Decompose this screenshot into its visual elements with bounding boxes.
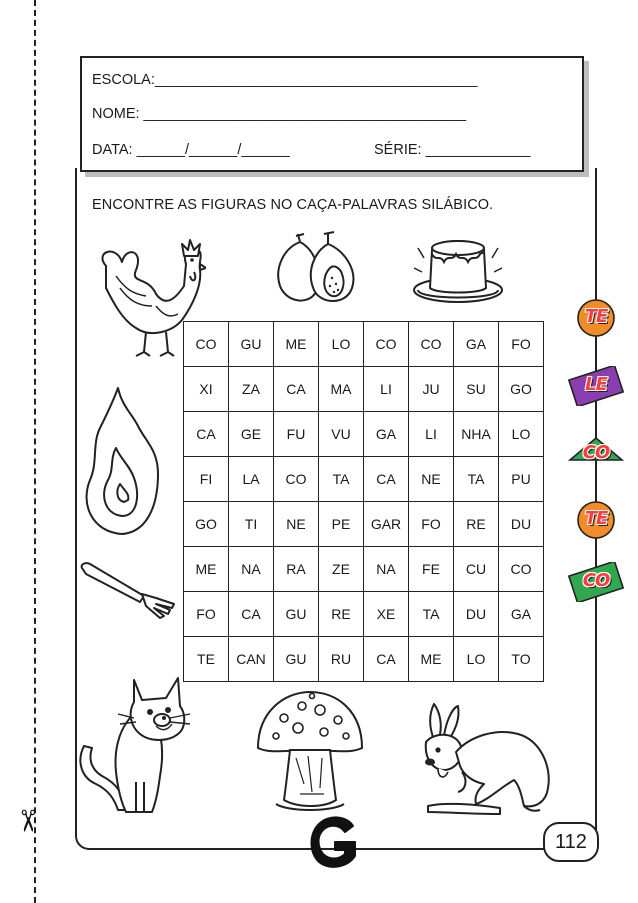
grid-cell[interactable]: GA — [454, 322, 499, 367]
grid-cell[interactable]: GO — [499, 367, 544, 412]
pudding-icon — [410, 228, 506, 308]
table-row — [184, 367, 544, 412]
grid-cell[interactable]: RU — [319, 637, 364, 682]
grid-cell[interactable]: MA — [319, 367, 364, 412]
grid-cell[interactable]: TI — [229, 502, 274, 547]
grid-cell[interactable]: ME — [274, 322, 319, 367]
grid-cell[interactable]: GA — [364, 412, 409, 457]
cut-line — [34, 0, 36, 903]
grid-cell[interactable]: PU — [499, 457, 544, 502]
grid-cell[interactable]: JU — [409, 367, 454, 412]
table-row — [184, 637, 544, 682]
grid-cell[interactable]: RE — [319, 592, 364, 637]
kangaroo-icon — [404, 700, 556, 818]
grid-cell[interactable]: ZA — [229, 367, 274, 412]
grid-cell[interactable]: FE — [409, 547, 454, 592]
grid-cell[interactable]: FI — [184, 457, 229, 502]
grid-cell[interactable]: FU — [274, 412, 319, 457]
grid-cell[interactable]: LI — [409, 412, 454, 457]
grid-cell[interactable]: XE — [364, 592, 409, 637]
table-row — [184, 412, 544, 457]
grid-cell[interactable]: GU — [274, 637, 319, 682]
name-field[interactable]: NOME: ________________________________________ — [92, 106, 467, 122]
grid-cell[interactable]: CO — [409, 322, 454, 367]
table-row — [184, 592, 544, 637]
grid-cell[interactable]: GO — [184, 502, 229, 547]
scissors-icon: ✂ — [10, 808, 44, 834]
grid-cell[interactable]: FO — [499, 322, 544, 367]
grid-cell[interactable]: CO — [274, 457, 319, 502]
grid-cell[interactable]: VU — [319, 412, 364, 457]
grid-cell[interactable]: CU — [454, 547, 499, 592]
grid-cell[interactable]: NHA — [454, 412, 499, 457]
grid-cell[interactable]: GU — [229, 322, 274, 367]
grid-cell[interactable]: TA — [409, 592, 454, 637]
table-row — [184, 502, 544, 547]
grid-cell[interactable]: TO — [499, 637, 544, 682]
grid-cell[interactable]: CA — [274, 367, 319, 412]
grid-cell[interactable]: ME — [184, 547, 229, 592]
syllable-tag: CO — [566, 434, 626, 474]
syllable-grid — [183, 321, 544, 682]
grid-cell[interactable]: GU — [274, 592, 319, 637]
grid-cell[interactable]: NA — [364, 547, 409, 592]
grid-cell[interactable]: TE — [184, 637, 229, 682]
page-number: 112 — [543, 822, 599, 862]
table-row — [184, 322, 544, 367]
fire-icon — [82, 384, 164, 540]
grade-field[interactable]: SÉRIE: _____________ — [374, 142, 531, 158]
grid-cell[interactable]: ZE — [319, 547, 364, 592]
grid-cell[interactable]: CO — [364, 322, 409, 367]
grid-cell[interactable]: GE — [229, 412, 274, 457]
syllable-tags — [552, 292, 638, 612]
syllable-tag: TE — [566, 500, 626, 540]
mushroom-icon — [254, 688, 366, 812]
school-field[interactable]: ESCOLA:________________________________________ — [92, 72, 478, 88]
grid-cell[interactable]: ME — [409, 637, 454, 682]
grid-cell[interactable]: NE — [409, 457, 454, 502]
grid-cell[interactable]: CAN — [229, 637, 274, 682]
grid-cell[interactable]: LO — [499, 412, 544, 457]
grid-cell[interactable]: FO — [184, 592, 229, 637]
grid-cell[interactable]: LO — [319, 322, 364, 367]
instruction-text: ENCONTRE AS FIGURAS NO CAÇA-PALAVRAS SILÁBICO. — [92, 197, 494, 213]
grid-cell[interactable]: CA — [184, 412, 229, 457]
grid-cell[interactable]: NA — [229, 547, 274, 592]
grid-cell[interactable]: CA — [364, 637, 409, 682]
grid-cell[interactable]: SU — [454, 367, 499, 412]
grid-cell[interactable]: CA — [364, 457, 409, 502]
syllable-tag: CO — [566, 562, 626, 602]
grid-cell[interactable]: TA — [319, 457, 364, 502]
grid-cell[interactable]: DU — [454, 592, 499, 637]
grid-cell[interactable]: CA — [229, 592, 274, 637]
grid-cell[interactable]: RE — [454, 502, 499, 547]
g-logo-icon — [307, 812, 361, 870]
grid-cell[interactable]: PE — [319, 502, 364, 547]
grid-cell[interactable]: CO — [499, 547, 544, 592]
grid-cell[interactable]: XI — [184, 367, 229, 412]
grid-cell[interactable]: RA — [274, 547, 319, 592]
syllable-tag: TE — [566, 298, 626, 338]
grid-cell[interactable]: GAR — [364, 502, 409, 547]
grid-cell[interactable]: CO — [184, 322, 229, 367]
grid-cell[interactable]: LO — [454, 637, 499, 682]
grid-cell[interactable]: LA — [229, 457, 274, 502]
table-row — [184, 547, 544, 592]
table-row — [184, 457, 544, 502]
grid-cell[interactable]: LI — [364, 367, 409, 412]
syllable-tag: LE — [566, 366, 626, 406]
header-box — [80, 56, 584, 172]
grid-cell[interactable]: GA — [499, 592, 544, 637]
fork-icon — [78, 560, 178, 620]
grid-cell[interactable]: NE — [274, 502, 319, 547]
date-field[interactable]: DATA: ______/______/______ — [92, 142, 290, 158]
grid-cell[interactable]: DU — [499, 502, 544, 547]
cat-icon — [74, 672, 196, 820]
fig-icon — [270, 228, 360, 308]
grid-cell[interactable]: TA — [454, 457, 499, 502]
grid-cell[interactable]: FO — [409, 502, 454, 547]
